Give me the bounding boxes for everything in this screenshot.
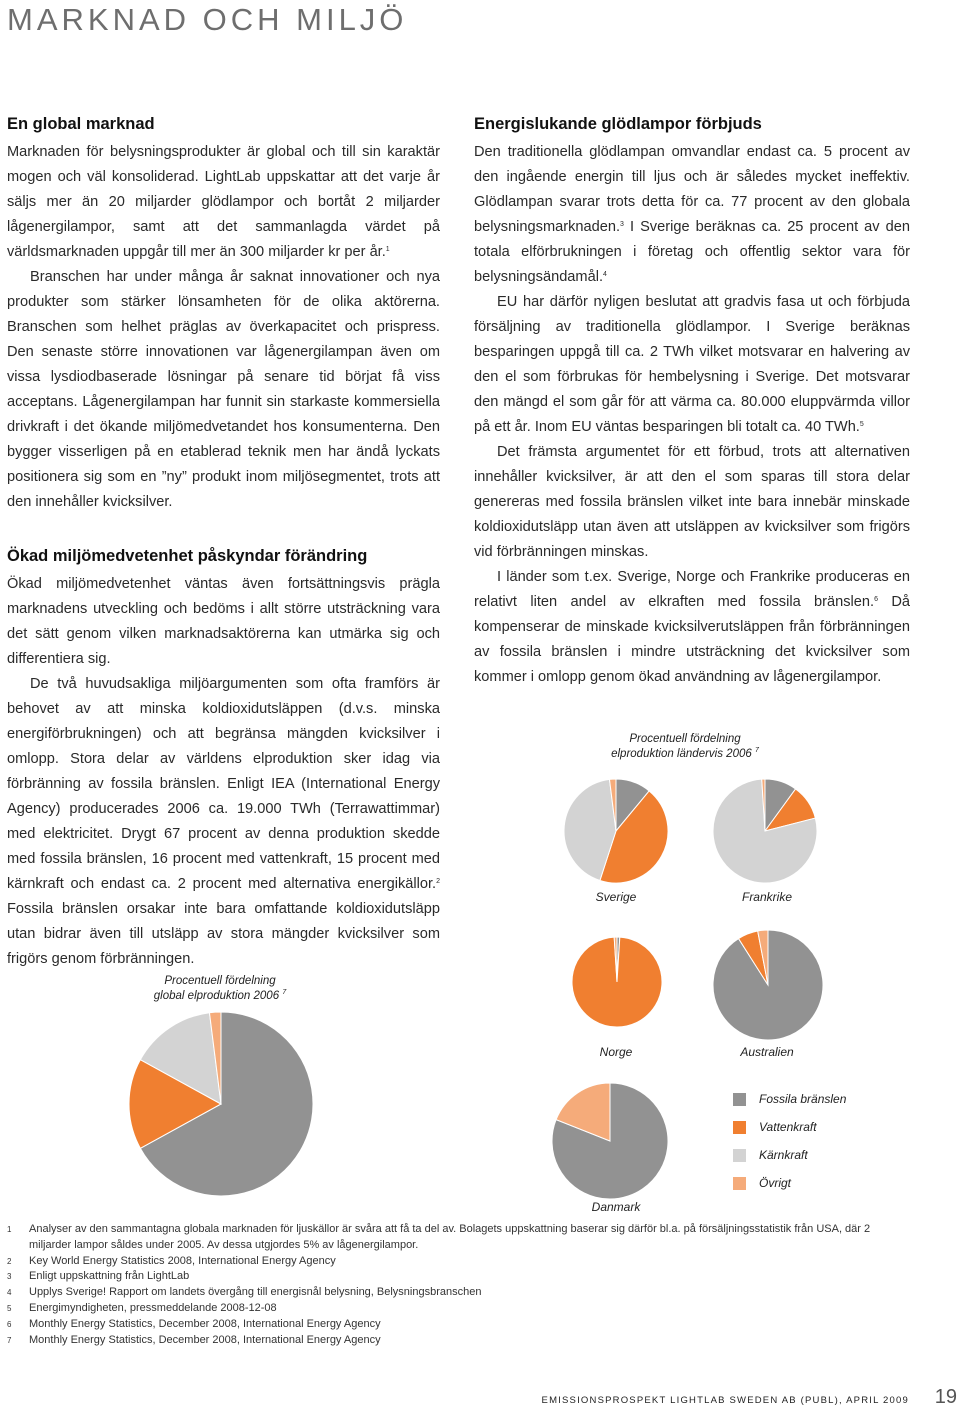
paragraph bbox=[7, 140, 440, 265]
footnote-number: 3 bbox=[7, 1272, 12, 1282]
chart-title-line: Procentuell fördelning bbox=[164, 975, 276, 987]
pie-label-australien: Australien bbox=[740, 1045, 794, 1059]
footnote bbox=[7, 1301, 912, 1317]
pie-label-sverige: Sverige bbox=[595, 890, 637, 904]
footnote-number: 1 bbox=[7, 1225, 12, 1234]
footnote bbox=[7, 1222, 912, 1254]
pie-norge bbox=[571, 927, 663, 1037]
paragraph-text: Den traditionella glödlampan omvandlar endast ca. 5 procent av den ingående energin till ljus och är således mycket ineffektiv. Glödlampan svarar trots detta för ca. 77 procent av den globala belysningsmarknaden. bbox=[474, 144, 910, 235]
footnote-ref: 7 bbox=[282, 989, 287, 996]
footnote-text: Energimyndigheten, pressmeddelande 2008-12-08 bbox=[29, 1301, 277, 1314]
footnote bbox=[7, 1317, 912, 1333]
chart-title-text: elproduktion ländervis 2006 bbox=[611, 748, 752, 760]
section-heading-global-market: En global marknad bbox=[7, 115, 155, 133]
paragraph: Det främsta argumentet för ett förbud, trots att alternativen innehåller kvicksilver, är att den el som sparas till stora delar genereras med fossila bränslen vilket inte bara innebär minskade koldioxidutsläpp utan även att utsläppen av kvicksilver som frigörs vid förbränningen minskas. bbox=[474, 444, 910, 560]
footer-prospectus-name: EMISSIONSPROSPEKT LIGHTLAB SWEDEN AB (PUBL), APRIL 2009 bbox=[541, 1395, 909, 1406]
paragraph-text: Marknaden för belysningsprodukter är global och till sin karaktär mogen och väl konsoliderad. LightLab uppskattar att det varje år säljs mer än 20 miljarder glödlampor och bortåt 2 miljarder lågenergilampor, samt att det sammanlagda värdet på världsmarknaden uppgår till mer än 300 miljarder kr per år. bbox=[7, 144, 440, 260]
paragraph bbox=[7, 672, 440, 972]
paragraph: Branschen har under många år saknat innovationer och nya produkter som stärker lönsamheten för de olika aktörerna. Branschen som helhet präglas av överkapacitet och prispress. Den senaste större innovationen var lågenergilampan även om vissa lysdiodbaserade lösningar på senare tid börjat få viss acceptans. Lågenergilampan har funnit sin starkaste kommersiella drivkraft i det ökande miljömedvetandet hos konsumenterna. Den bygger visserligen på en etablerad teknik men har ändå lyckats positionera sig som en ”ny” produkt inom miljösegmentet, trots att den innehåller kvicksilver. bbox=[7, 269, 440, 510]
legend-item bbox=[733, 1148, 913, 1164]
global-chart-caption bbox=[120, 974, 320, 1004]
legend-item bbox=[733, 1120, 913, 1136]
chart-title-line bbox=[580, 747, 790, 762]
chart-title-line: Procentuell fördelning bbox=[629, 733, 741, 745]
footnote bbox=[7, 1285, 912, 1301]
legend-item bbox=[733, 1092, 913, 1108]
footnote-text: Analyser av den sammantagna globala marknaden för ljuskällor är svåra att få ta del av. Bolagets uppskattning baserar sig därför bl.a. på försäljningsstatistik från USA, där 2 miljarder lampor såldes under 2005. Av dessa utgjordes 5% av lågenergilampor. bbox=[29, 1223, 871, 1251]
pie-label-norge: Norge bbox=[599, 1045, 633, 1059]
footnote-number: 2 bbox=[7, 1256, 12, 1266]
legend-label: Övrigt bbox=[759, 1176, 792, 1190]
footnote-number: 7 bbox=[7, 1335, 12, 1345]
paragraph-text: Då kompenserar de minskade kvicksilverutsläppen från förbränningen av fossila bränslen i mindre utsträckning det kvicksilver som kommer i omlopp genom ökad användning av lågenergilampor. bbox=[474, 594, 910, 685]
paragraph: Ökad miljömedvetenhet väntas även fortsättningsvis prägla marknadens utveckling och bedöms i allt större utsträckning vara det sätt genom vilken marknadsaktörerna kan utmärka sig och differentiera sig. bbox=[7, 576, 440, 667]
legend-label: Kärnkraft bbox=[759, 1148, 808, 1162]
footnote-number: 4 bbox=[7, 1288, 12, 1298]
chart-title-text: global elproduktion 2006 bbox=[153, 990, 280, 1002]
pie-label-danmark: Danmark bbox=[591, 1200, 641, 1214]
legend-swatch bbox=[733, 1093, 746, 1106]
footnote-text: Key World Energy Statistics 2008, International Energy Agency bbox=[29, 1254, 336, 1267]
footnote-ref: 5 bbox=[859, 421, 864, 428]
page-number: 19 bbox=[934, 1386, 957, 1408]
section-heading-environment: Ökad miljömedvetenhet påskyndar förändring bbox=[7, 547, 368, 565]
right-column bbox=[474, 113, 910, 690]
country-chart-caption bbox=[580, 732, 790, 762]
footnote-text: Enligt uppskattning från LightLab bbox=[29, 1270, 190, 1283]
section-heading-incandescent-ban: Energislukande glödlampor förbjuds bbox=[474, 115, 762, 133]
legend-item bbox=[733, 1176, 913, 1192]
footnote-ref: 4 bbox=[603, 271, 607, 278]
paragraph bbox=[474, 290, 910, 440]
paragraph bbox=[474, 565, 910, 690]
footnote bbox=[7, 1269, 912, 1285]
paragraph-text: Fossila bränslen orsakar inte bara omfattande koldioxidutsläpp utan bidrar även till utsläpp av stora mängder kvicksilver som frigörs genom förbränningen. bbox=[7, 901, 440, 967]
footnote-ref: 1 bbox=[385, 246, 390, 253]
pie-label-frankrike: Frankrike bbox=[741, 890, 792, 904]
paragraph-text: I länder som t.ex. Sverige, Norge och Frankrike produceras en relativt liten andel av elkraften med fossila bränslen. bbox=[474, 569, 910, 610]
paragraph bbox=[474, 140, 910, 290]
legend-swatch bbox=[733, 1121, 746, 1134]
footnote-text: Monthly Energy Statistics, December 2008, International Energy Agency bbox=[29, 1333, 381, 1346]
left-column bbox=[7, 113, 440, 972]
legend-swatch bbox=[733, 1177, 746, 1190]
global-production-pie bbox=[128, 1011, 314, 1197]
footnotes bbox=[7, 1222, 912, 1348]
footnote bbox=[7, 1254, 912, 1270]
paragraph-text: EU har därför nyligen beslutat att gradvis fasa ut och förbjuda försäljning av traditionella glödlampor. I Sverige beräknas besparingen uppgå till ca. 2 TWh vilket motsvarar en halvering av den el som förbrukas för hembelysning i Sverige. Det motsvarar den mängd el som går för att värma ca. 80.000 eluppvärmda villor på ett år. Inom EU väntas besparingen bli totalt ca. 40 TWh. bbox=[474, 294, 910, 435]
legend-label: Vattenkraft bbox=[759, 1120, 817, 1134]
footnote-text: Upplys Sverige! Rapport om landets övergång till energisnål belysning, Belysningsbranschen bbox=[29, 1286, 482, 1299]
footnote bbox=[7, 1333, 912, 1349]
footnote-ref: 3 bbox=[620, 221, 624, 228]
paragraph-text: De två huvudsakliga miljöargumenten som ofta framförs är behovet av att minska koldioxidutsläppen (d.v.s. minska energiförbrukningen) och att begränsa mängden kvicksilver i omlopp. Stora delar av världens elproduktion sker idag via förbränning av fossila bränslen. Enligt IEA (International Energy Agency) producerades 2006 ca. 19.000 TWh (Terrawattimmar) med elektricitet. Drygt 67 procent av denna produktion skedde med fossila bränslen, 16 procent med vattenkraft, 15 procent med kärnkraft och endast ca. 2 procent med alternativa energikällor. bbox=[7, 676, 440, 892]
footnote-ref: 2 bbox=[436, 878, 440, 885]
footnote-ref: 7 bbox=[754, 747, 759, 754]
footnote-text: Monthly Energy Statistics, December 2008, International Energy Agency bbox=[29, 1317, 381, 1330]
paragraph-text: I Sverige beräknas ca. 25 procent av den totala elförbrukningen i företag och offentlig sektor vara för belysningsändamål. bbox=[474, 219, 910, 285]
chart-title-line bbox=[120, 989, 320, 1004]
pie-frankrike bbox=[712, 778, 818, 884]
pie-australien bbox=[712, 929, 824, 1041]
pie-sverige bbox=[563, 778, 669, 884]
legend-label: Fossila bränslen bbox=[759, 1092, 847, 1106]
legend-swatch bbox=[733, 1149, 746, 1162]
page-title: MARKNAD OCH MILJÖ bbox=[7, 2, 408, 37]
pie-danmark bbox=[551, 1082, 669, 1200]
footnote-number: 6 bbox=[7, 1319, 12, 1329]
footnote-ref: 6 bbox=[874, 596, 878, 603]
footnote-number: 5 bbox=[7, 1303, 12, 1313]
